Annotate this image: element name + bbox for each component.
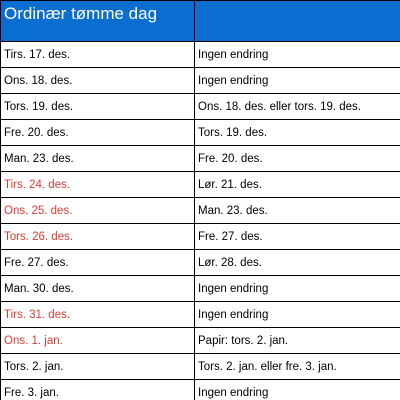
ordinary-day-cell: Tors. 2. jan. [1, 354, 195, 380]
ordinary-day-cell: Tors. 26. des. [1, 224, 195, 250]
header-row [1, 1, 400, 42]
table-row [1, 146, 400, 172]
ordinary-day-cell: Fre. 20. des. [1, 120, 195, 146]
table-row [1, 250, 400, 276]
table-row [1, 354, 400, 380]
table-row [1, 380, 400, 400]
new-day-cell: Ingen endring [195, 302, 400, 328]
table-row [1, 302, 400, 328]
ordinary-day-cell: Ons. 18. des. [1, 68, 195, 94]
ordinary-day-cell: Fre. 27. des. [1, 250, 195, 276]
header-ordinary-day: Ordinær tømme dag [1, 1, 195, 42]
table-row [1, 172, 400, 198]
table-row [1, 276, 400, 302]
new-day-cell: Fre. 20. des. [195, 146, 400, 172]
new-day-cell: Tors. 19. des. [195, 120, 400, 146]
new-day-cell: Tors. 2. jan. eller fre. 3. jan. [195, 354, 400, 380]
ordinary-day-cell: Man. 30. des. [1, 276, 195, 302]
table-row [1, 94, 400, 120]
table-row [1, 224, 400, 250]
table-row [1, 42, 400, 68]
table-row [1, 68, 400, 94]
new-day-cell: Papir: tors. 2. jan. [195, 328, 400, 354]
ordinary-day-cell: Tirs. 17. des. [1, 42, 195, 68]
new-day-cell: Ingen endring [195, 42, 400, 68]
new-day-cell: Ingen endring [195, 68, 400, 94]
ordinary-day-cell: Tors. 19. des. [1, 94, 195, 120]
new-day-cell: Man. 23. des. [195, 198, 400, 224]
new-day-cell: Ons. 18. des. eller tors. 19. des. [195, 94, 400, 120]
ordinary-day-cell: Ons. 1. jan. [1, 328, 195, 354]
ordinary-day-cell: Tirs. 24. des. [1, 172, 195, 198]
ordinary-day-cell: Ons. 25. des. [1, 198, 195, 224]
new-day-cell: Ingen endring [195, 380, 400, 400]
ordinary-day-cell: Fre. 3. jan. [1, 380, 195, 400]
ordinary-day-cell: Tirs. 31. des. [1, 302, 195, 328]
new-day-cell: Lør. 28. des. [195, 250, 400, 276]
new-day-cell: Ingen endring [195, 276, 400, 302]
table-header [1, 1, 400, 42]
table-row [1, 120, 400, 146]
header-new-day [195, 1, 400, 42]
table-body [1, 42, 400, 400]
ordinary-day-cell: Man. 23. des. [1, 146, 195, 172]
table-row [1, 328, 400, 354]
new-day-cell: Lør. 21. des. [195, 172, 400, 198]
new-day-cell: Fre. 27. des. [195, 224, 400, 250]
table-row [1, 198, 400, 224]
